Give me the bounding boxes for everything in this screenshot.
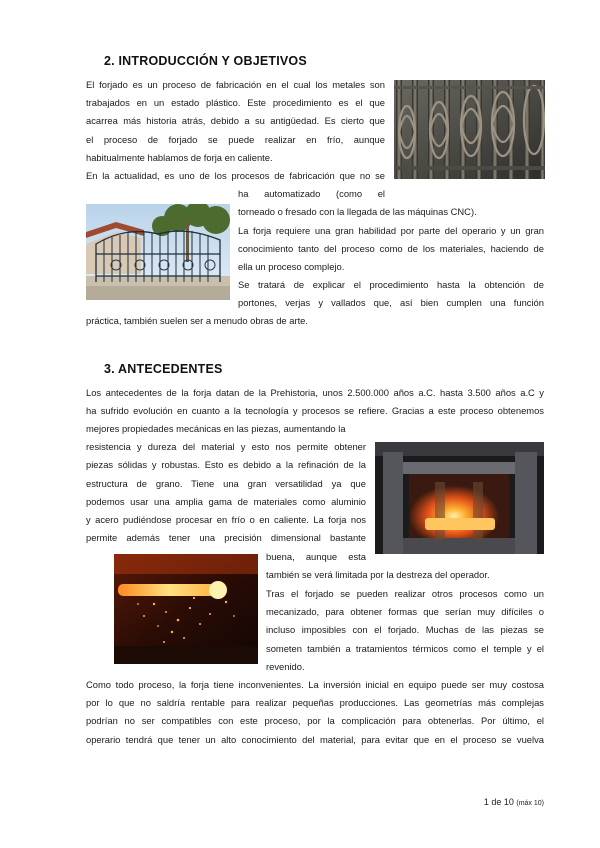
intro-paragraph-2-line-3 <box>238 203 544 221</box>
text-line: estructura de grano. Tiene una gran versatilidad ya que <box>86 477 366 489</box>
text-line: someten también a tratamientos térmicos como el temple y el <box>266 642 544 654</box>
text-line: operario tendrá que tener un alto conocimiento del material, para evitar que en el proceso se vuelva <box>86 733 544 745</box>
intro-paragraph-3 <box>238 222 544 277</box>
intro-paragraph-2-line-2 <box>238 185 385 203</box>
text-line: Se tratará de explicar el procedimiento hasta la obtención de <box>238 279 544 290</box>
text-line: resistencia y dureza del material y esto nos permite obtener <box>86 441 366 453</box>
text-line: revenido. <box>266 660 305 672</box>
text-line: mecanizado, para obtener formas que serían muy difíciles o <box>266 606 544 618</box>
text-line: incluso imposibles con el forjado. Muchas de las piezas se <box>266 624 544 636</box>
text-line: trabajados en un estado plástico. Este procedimiento es el que <box>86 97 385 109</box>
section-3-title: 3. ANTECEDENTES <box>104 362 223 376</box>
antecedentes-paragraph-1-full <box>86 384 544 420</box>
text-line: ha sufrido evolución en cuanto a la tecnología y procesos se refiere. Gracias a este proceso obtenemos <box>86 405 544 417</box>
text-line: ha automatizado (como el <box>238 188 385 199</box>
antecedentes-paragraph-2 <box>266 585 544 676</box>
text-line: El forjado es un proceso de fabricación en el cual los metales son <box>86 79 385 90</box>
antecedentes-paragraph-1-wrap <box>266 548 366 566</box>
intro-paragraph-2-line-1 <box>86 167 385 185</box>
text-line: por lo que no saldría rentable para realizar pequeñas producciones. Las geometrías más complejas <box>86 697 544 709</box>
text-line: también se verá limitada por la destreza del operador. <box>266 569 490 580</box>
page-footer <box>484 797 544 807</box>
text-line: torneado o fresado con la llegada de las máquinas CNC). <box>238 206 477 217</box>
hot-metal-sparks-photo <box>114 554 258 664</box>
text-line: práctica, también suelen ser a menudo obras de arte. <box>86 315 309 326</box>
text-line: podrían no ser compatibles con este proceso, por la complicación para obtenerlas. Por último, el <box>86 715 544 727</box>
section-2-title: 2. INTRODUCCIÓN Y OBJETIVOS <box>104 54 307 68</box>
intro-paragraph-4-bottom <box>86 312 544 330</box>
page-number: 1 de 10 <box>483 797 514 807</box>
forge-furnace-photo <box>375 442 544 554</box>
text-line: Como todo proceso, la forja tiene inconvenientes. La inversión inicial en equipo puede ser muy costosa <box>86 679 544 690</box>
text-line: La forja requiere una gran habilidad por parte del operario y un gran <box>238 225 544 236</box>
iron-gate-photo <box>86 204 230 300</box>
text-line: portones, verjas y vallados que, así bien cumplen una función <box>238 297 544 309</box>
text-line: buena, aunque esta <box>266 551 366 562</box>
intro-paragraph-1 <box>86 76 385 167</box>
text-line: mejores propiedades mecánicas en las piezas, aumentando la <box>86 423 346 434</box>
text-line: el proceso de forjado se puede realizar en frío, aunque <box>86 133 385 145</box>
text-line: podemos usar una amplia gama de materiales como aluminio <box>86 495 366 507</box>
text-line: permite además tener una precisión dimensional bastante <box>86 532 366 544</box>
page-max: (máx 10) <box>516 800 544 807</box>
text-line: piezas sólidas y robustas. Esto es debido a la refinación de la <box>86 459 366 471</box>
text-line: Tras el forjado se pueden realizar otros procesos como un <box>266 588 544 599</box>
intro-paragraph-4-top <box>238 276 544 312</box>
text-line: conocimiento tanto del proceso como de los materiales, haciendo de <box>238 243 544 255</box>
antecedentes-paragraph-1-narrow <box>86 420 366 547</box>
text-line: Los antecedentes de la forja datan de la Prehistoria, unos 2.500.000 años a.C. hasta 3.500 años a.C y <box>86 387 544 398</box>
text-line: ella un proceso complejo. <box>238 261 345 273</box>
text-line: habitualmente hablamos de forja en caliente. <box>86 151 273 163</box>
wrought-iron-bars-photo <box>394 80 545 179</box>
text-line: y acero pudiéndose procesar en frío o en caliente. La forja nos <box>86 514 366 526</box>
antecedentes-paragraph-3 <box>86 676 544 749</box>
text-line: En la actualidad, es uno de los procesos de fabricación que no se <box>86 170 385 181</box>
text-line: acarrea más historia atrás, debido a su antigüedad. Es cierto que <box>86 115 385 127</box>
antecedentes-paragraph-1-end <box>266 566 544 584</box>
